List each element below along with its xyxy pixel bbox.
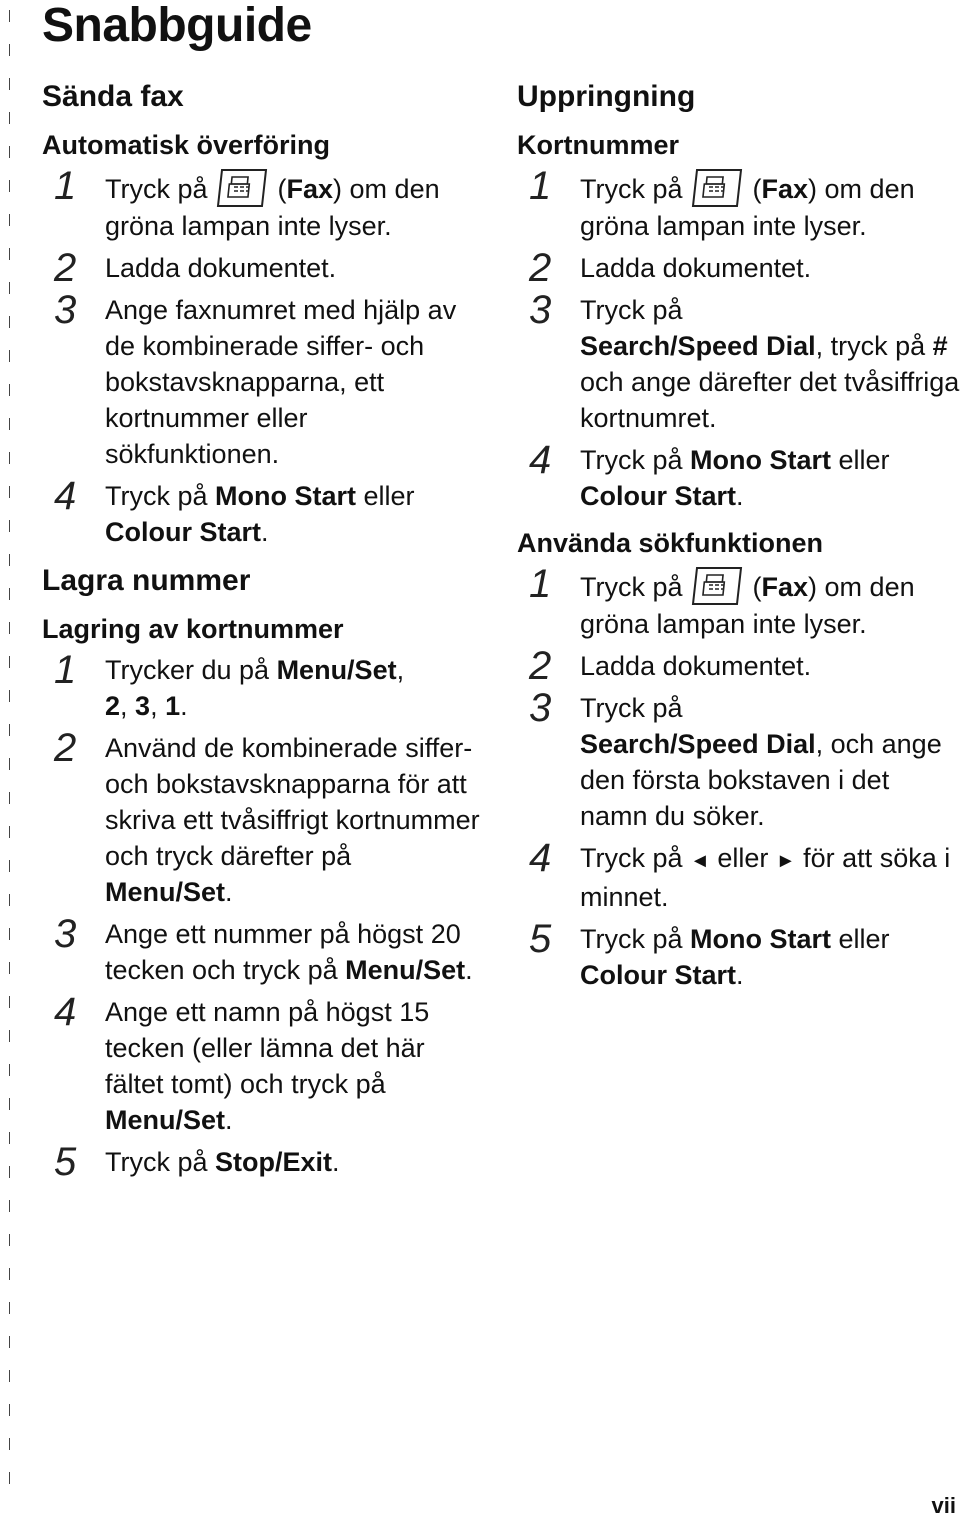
- page-title: Snabbguide: [42, 0, 312, 52]
- step-text: Ange faxnumret med hjälp av de kombinerade siffer- och bokstavsknapparna, ett kortnummer eller sökfunktionen.: [105, 295, 457, 469]
- step-text: Ladda dokumentet.: [580, 651, 812, 681]
- step-1: 1 Tryck på (Fax) om den gröna lampan inte lyser.: [517, 168, 960, 244]
- section-heading-dialing: Uppringning: [517, 80, 696, 113]
- step-number: 1: [529, 562, 552, 606]
- step-2: [42, 246, 482, 290]
- step-text: Tryck på: [105, 174, 208, 204]
- right-column: [517, 78, 960, 993]
- left-column: [42, 78, 482, 1184]
- step-text: Ladda dokumentet.: [580, 253, 812, 283]
- step-3: 3 Tryck på Search/Speed Dial, tryck på # och ange därefter det tvåsiffriga kortnumret.: [517, 292, 960, 436]
- step-number: 3: [529, 686, 552, 730]
- step-5: 5 Tryck på Stop/Exit.: [42, 1144, 482, 1180]
- key-menu-set: Menu/Set: [105, 1105, 226, 1135]
- key-fax: Fax: [761, 572, 809, 602]
- step-number: 3: [529, 288, 552, 332]
- section-heading-store-numbers: Lagra nummer: [42, 564, 251, 597]
- step-number: 2: [54, 246, 77, 290]
- step-number: 2: [54, 726, 77, 770]
- fax-key-icon: [216, 168, 268, 208]
- key-fax: Fax: [286, 174, 334, 204]
- key-search-speed-dial: Search/Speed Dial: [580, 729, 816, 759]
- key-colour-start: Colour Start: [580, 960, 737, 990]
- key-colour-start: Colour Start: [580, 481, 737, 511]
- step-4: 4 Tryck på ◄ eller ► för att söka i minnet.: [517, 840, 960, 915]
- key-menu-set: Menu/Set: [276, 655, 397, 685]
- step-text: Ladda dokumentet.: [105, 253, 337, 283]
- key-menu-set: Menu/Set: [105, 877, 226, 907]
- step-2: [517, 246, 960, 290]
- right-arrow-icon: ►: [775, 850, 796, 872]
- step-number: 2: [529, 246, 552, 290]
- key-menu-set: Menu/Set: [345, 955, 466, 985]
- step-number: 1: [529, 164, 552, 208]
- step-number: 3: [54, 288, 77, 332]
- step-number: 4: [54, 990, 77, 1034]
- key-hash: #: [932, 331, 948, 361]
- key-mono-start: Mono Start: [690, 445, 832, 475]
- step-number: 3: [54, 912, 77, 956]
- step-number: 4: [529, 438, 552, 482]
- step-number: 5: [54, 1140, 77, 1184]
- subheading-automatic-transmission: Automatisk överföring: [42, 130, 331, 160]
- key-fax: Fax: [761, 174, 809, 204]
- step-number: 1: [54, 648, 77, 692]
- step-1: 1 Tryck på (Fax) om den gröna lampan inte lyser.: [42, 168, 482, 244]
- subheading-use-search: Använda sökfunktionen: [517, 528, 824, 558]
- step-number: 5: [529, 917, 552, 961]
- crop-marks: [0, 0, 14, 1523]
- step-1: 1 Tryck på (Fax) om den gröna lampan inte lyser.: [517, 566, 960, 642]
- step-number: 1: [54, 164, 77, 208]
- section-heading-send-fax: Sända fax: [42, 80, 184, 113]
- key-mono-start: Mono Start: [215, 481, 357, 511]
- subheading-speed-dial: Kortnummer: [517, 130, 680, 160]
- step-5: 5 Tryck på Mono Start eller Colour Start.: [517, 921, 960, 993]
- step-4: 4 Tryck på Mono Start eller Colour Start.: [517, 442, 960, 514]
- key-mono-start: Mono Start: [690, 924, 832, 954]
- step-3: [42, 288, 482, 472]
- step-4: 4 Tryck på Mono Start eller Colour Start.: [42, 478, 482, 550]
- key-stop-exit: Stop/Exit: [215, 1147, 333, 1177]
- subheading-store-speed-dial: Lagring av kortnummer: [42, 614, 344, 644]
- step-3: 3 Ange ett nummer på högst 20 tecken och tryck på Menu/Set.: [42, 916, 482, 988]
- page-number: vii: [931, 1493, 956, 1518]
- step-number: 2: [529, 644, 552, 688]
- fax-key-icon: [691, 168, 743, 208]
- step-4: 4 Ange ett namn på högst 15 tecken (eller lämna det här fältet tomt) och tryck på Menu/Set.: [42, 994, 482, 1138]
- step-number: 4: [54, 474, 77, 518]
- fax-key-icon: [691, 566, 743, 606]
- left-arrow-icon: ◄: [690, 850, 710, 872]
- step-2: 2 Använd de kombinerade siffer- och bokstavsknapparna för att skriva ett tvåsiffrigt kortnummer och tryck därefter på Menu/Set.: [42, 730, 482, 910]
- step-1: 1 Trycker du på Menu/Set, 2, 3, 1.: [42, 652, 482, 724]
- step-number: 4: [529, 836, 552, 880]
- step-3: 3 Tryck på Search/Speed Dial, och ange den första bokstaven i det namn du söker.: [517, 690, 960, 834]
- key-colour-start: Colour Start: [105, 517, 262, 547]
- step-2: [517, 644, 960, 688]
- key-search-speed-dial: Search/Speed Dial: [580, 331, 816, 361]
